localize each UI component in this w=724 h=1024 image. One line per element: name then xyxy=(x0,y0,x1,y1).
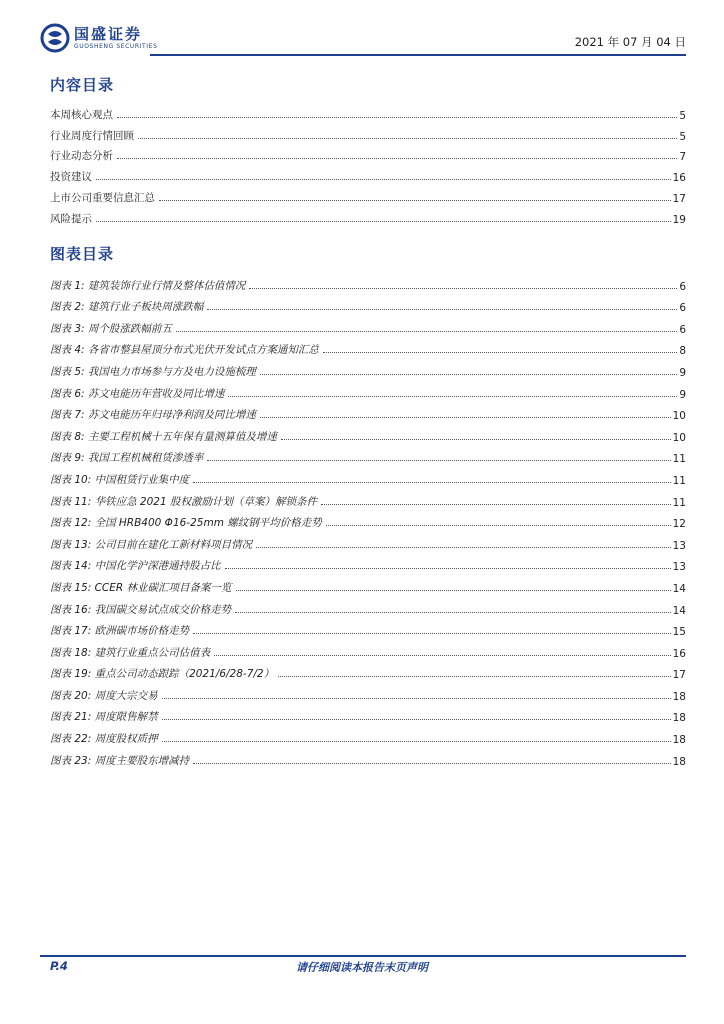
figure-item-page: 18 xyxy=(672,690,686,703)
figure-item[interactable] xyxy=(50,336,686,358)
figure-item-page: 8 xyxy=(679,345,686,358)
figure-item-page: 10 xyxy=(672,431,686,444)
toc-item-page: 17 xyxy=(672,192,686,205)
figure-item-label: 图表 19: 重点公司动态跟踪（2021/6/28-7/2） xyxy=(50,668,275,681)
toc-item[interactable] xyxy=(50,205,686,226)
figure-item-page: 14 xyxy=(672,604,686,617)
figure-item-label: 图表 1: 建筑装饰行业行情及整体估值情况 xyxy=(50,279,246,292)
figure-item[interactable] xyxy=(50,746,686,768)
figure-item[interactable] xyxy=(50,703,686,725)
figure-leader-dots xyxy=(162,741,671,742)
logo-chinese-name: 国盛证券 xyxy=(74,24,143,43)
figure-item-page: 6 xyxy=(679,302,686,315)
toc-item-page: 5 xyxy=(679,109,686,122)
figure-item[interactable] xyxy=(50,530,686,552)
figure-item[interactable] xyxy=(50,638,686,660)
figure-item-page: 10 xyxy=(672,410,686,423)
figure-item[interactable] xyxy=(50,465,686,487)
figure-item-label: 图表 17: 欧洲碳市场价格走势 xyxy=(50,625,190,638)
figure-item-label: 图表 12: 全国 HRB400 Φ16-25mm 螺纹钢平均价格走势 xyxy=(50,517,322,530)
toc-item-label: 风险提示 xyxy=(50,212,92,225)
figure-item-label: 图表 15: CCER 林业碳汇项目备案一览 xyxy=(50,581,232,594)
figure-item-label: 图表 18: 建筑行业重点公司估值表 xyxy=(50,646,211,659)
figure-leader-dots xyxy=(176,331,677,332)
figure-item-page: 13 xyxy=(672,539,686,552)
figure-item[interactable] xyxy=(50,487,686,509)
figure-item[interactable] xyxy=(50,357,686,379)
figure-item-page: 16 xyxy=(672,647,686,660)
guosheng-logo-icon xyxy=(40,23,70,53)
toc-title: 内容目录 xyxy=(50,76,115,94)
figure-leader-dots xyxy=(235,612,671,613)
figure-item[interactable] xyxy=(50,681,686,703)
figure-leader-dots xyxy=(193,763,671,764)
figure-leader-dots xyxy=(326,525,671,526)
figure-item-label: 图表 11: 华铁应急 2021 股权激励计划（草案）解锁条件 xyxy=(50,495,317,508)
toc-item[interactable] xyxy=(50,101,686,122)
logo-english-name: GUOSHENG SECURITIES xyxy=(74,42,158,50)
toc-item-label: 行业周度行情回顾 xyxy=(50,129,134,142)
figures-list xyxy=(50,271,686,768)
figure-item[interactable] xyxy=(50,422,686,444)
toc-item-page: 7 xyxy=(679,151,686,164)
figure-item-page: 12 xyxy=(672,518,686,531)
figure-leader-dots xyxy=(249,288,677,289)
figure-item[interactable] xyxy=(50,724,686,746)
figure-item-label: 图表 8: 主要工程机械十五年保有量测算值及增速 xyxy=(50,430,277,443)
figure-item-page: 18 xyxy=(672,712,686,725)
figure-item[interactable] xyxy=(50,293,686,315)
footer-disclaimer: 请仔细阅读本报告末页声明 xyxy=(296,961,428,974)
figure-item[interactable] xyxy=(50,271,686,293)
figures-title: 图表目录 xyxy=(50,245,115,263)
figure-item-page: 6 xyxy=(679,280,686,293)
figure-item-page: 18 xyxy=(672,755,686,768)
toc-leader-dots xyxy=(117,158,677,159)
figure-item[interactable] xyxy=(50,617,686,639)
page-header xyxy=(40,20,686,56)
toc-item-label: 投资建议 xyxy=(50,171,92,184)
figure-item-label: 图表 5: 我国电力市场参与方及电力设施梳理 xyxy=(50,365,256,378)
figure-item-label: 图表 13: 公司目前在建化工新材料项目情况 xyxy=(50,538,253,551)
figure-leader-dots xyxy=(256,547,671,548)
figure-leader-dots xyxy=(193,482,671,483)
figure-leader-dots xyxy=(260,374,677,375)
figure-leader-dots xyxy=(162,698,671,699)
footer-divider xyxy=(40,955,686,957)
figure-item-label: 图表 10: 中国租赁行业集中度 xyxy=(50,473,190,486)
figure-item[interactable] xyxy=(50,573,686,595)
header-divider xyxy=(150,54,686,56)
toc-leader-dots xyxy=(159,200,671,201)
toc-item[interactable] xyxy=(50,122,686,143)
figure-leader-dots xyxy=(193,633,671,634)
figure-leader-dots xyxy=(321,504,671,505)
company-logo xyxy=(40,22,157,54)
figure-item-page: 11 xyxy=(672,496,686,509)
figure-item-page: 11 xyxy=(672,474,686,487)
figure-item-label: 图表 6: 苏文电能历年营收及同比增速 xyxy=(50,387,225,400)
toc-leader-dots xyxy=(96,179,671,180)
toc-item-label: 行业动态分析 xyxy=(50,150,113,163)
report-date: 2021 年 07 月 04 日 xyxy=(574,35,686,49)
figure-item-page: 11 xyxy=(672,453,686,466)
figure-leader-dots xyxy=(281,439,671,440)
toc-item-label: 上市公司重要信息汇总 xyxy=(50,191,155,204)
figure-item-label: 图表 2: 建筑行业子板块周涨跌幅 xyxy=(50,301,204,314)
figure-leader-dots xyxy=(236,590,671,591)
toc-item-page: 16 xyxy=(672,172,686,185)
toc-item[interactable] xyxy=(50,143,686,164)
figure-item-label: 图表 3: 周个股涨跌幅前五 xyxy=(50,322,172,335)
figure-item-label: 图表 20: 周度大宗交易 xyxy=(50,689,158,702)
toc-item[interactable] xyxy=(50,163,686,184)
figure-leader-dots xyxy=(225,568,671,569)
toc-list xyxy=(50,101,686,226)
figure-item[interactable] xyxy=(50,444,686,466)
figure-item-page: 9 xyxy=(679,388,686,401)
figure-item-page: 17 xyxy=(672,669,686,682)
toc-item-page: 5 xyxy=(679,130,686,143)
figure-item[interactable] xyxy=(50,595,686,617)
figure-leader-dots xyxy=(207,460,670,461)
toc-item-page: 19 xyxy=(672,213,686,226)
figure-item-label: 图表 21: 周度限售解禁 xyxy=(50,711,158,724)
figure-item-label: 图表 16: 我国碳交易试点成交价格走势 xyxy=(50,603,232,616)
figure-leader-dots xyxy=(207,309,677,310)
figure-item[interactable] xyxy=(50,660,686,682)
figure-item[interactable] xyxy=(50,314,686,336)
figure-leader-dots xyxy=(162,719,671,720)
figure-item-label: 图表 9: 我国工程机械租赁渗透率 xyxy=(50,452,204,465)
figure-item-page: 15 xyxy=(672,626,686,639)
figure-item-page: 6 xyxy=(679,323,686,336)
toc-leader-dots xyxy=(96,221,671,222)
figure-item-page: 18 xyxy=(672,734,686,747)
toc-leader-dots xyxy=(138,138,677,139)
figure-item[interactable] xyxy=(50,509,686,531)
figure-leader-dots xyxy=(323,352,677,353)
figure-item-page: 13 xyxy=(672,561,686,574)
figure-item[interactable] xyxy=(50,401,686,423)
figure-item[interactable] xyxy=(50,552,686,574)
figure-leader-dots xyxy=(228,396,677,397)
toc-item[interactable] xyxy=(50,184,686,205)
figure-item-label: 图表 4: 各省市整县屋顶分布式光伏开发试点方案通知汇总 xyxy=(50,344,319,357)
figure-leader-dots xyxy=(214,655,671,656)
figure-item-label: 图表 22: 周度股权质押 xyxy=(50,733,158,746)
toc-leader-dots xyxy=(117,117,677,118)
figure-item-label: 图表 7: 苏文电能历年归母净利润及同比增速 xyxy=(50,409,256,422)
footer-page-number: P.4 xyxy=(50,959,68,973)
figure-leader-dots xyxy=(260,417,671,418)
figure-item-label: 图表 23: 周度主要股东增减持 xyxy=(50,754,190,767)
figure-item[interactable] xyxy=(50,379,686,401)
toc-item-label: 本周核心观点 xyxy=(50,108,113,121)
figure-item-label: 图表 14: 中国化学沪深港通持股占比 xyxy=(50,560,221,573)
figure-item-page: 9 xyxy=(679,366,686,379)
figure-leader-dots xyxy=(278,676,671,677)
figure-item-page: 14 xyxy=(672,582,686,595)
